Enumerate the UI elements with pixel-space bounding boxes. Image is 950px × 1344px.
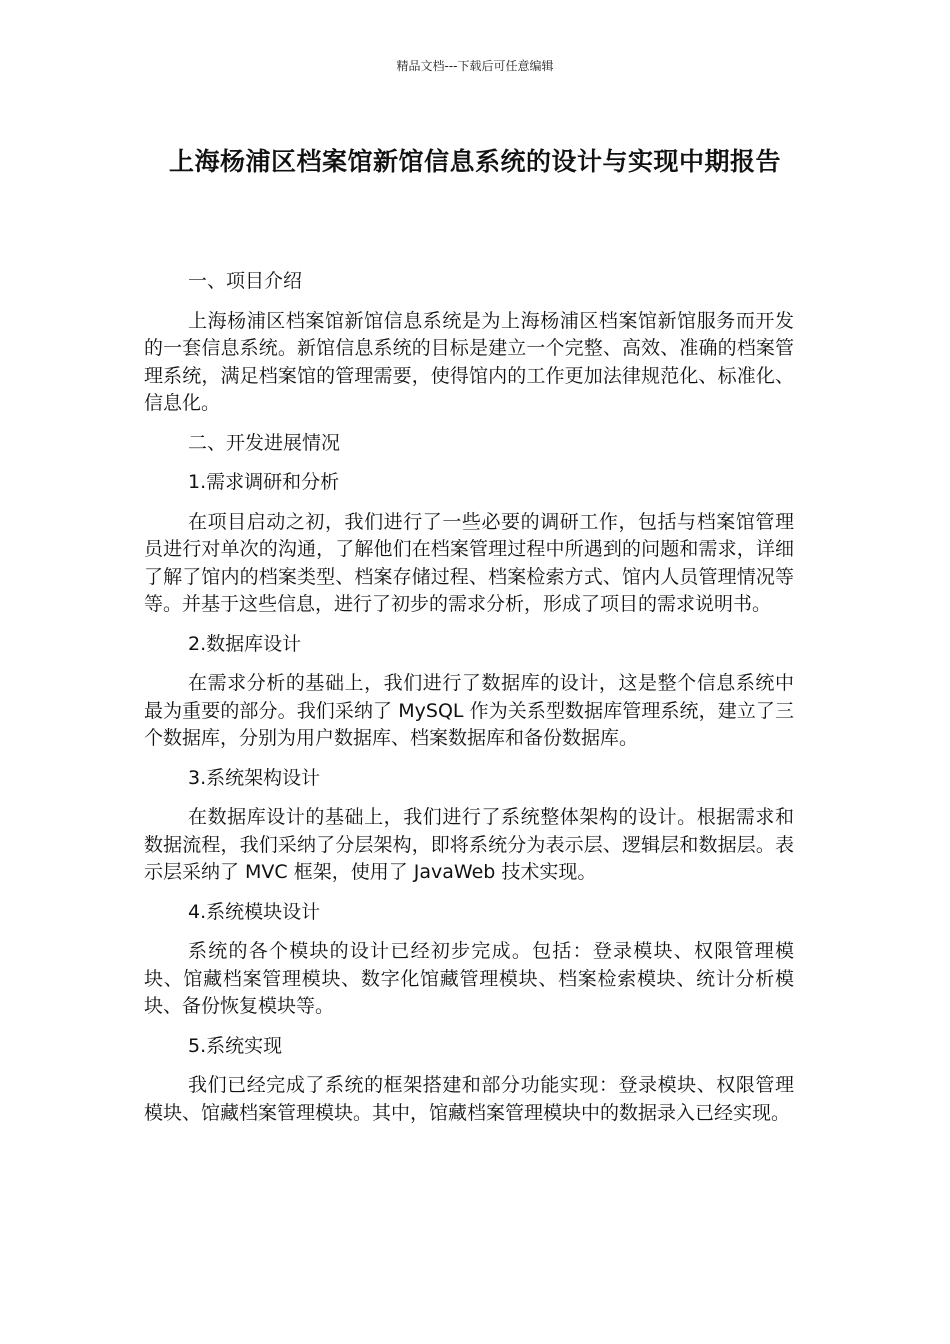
subsection-heading-requirements: 1.需求调研和分析 [188,471,340,493]
page-header: 精品文档---下载后可任意编辑 [396,59,554,73]
paragraph-implementation: 我们已经完成了系统的框架搭建和部分功能实现：登录模块、权限管理模块、馆藏档案管理模块。其中，馆藏档案管理模块中的数据录入已经实现。 [144,1074,794,1124]
section-heading-intro: 一、项目介绍 [188,270,303,292]
subsection-heading-implementation: 5.系统实现 [188,1034,283,1057]
document-body [144,268,794,1139]
subsection-heading-modules: 4.系统模块设计 [188,900,321,923]
paragraph-intro: 上海杨浦区档案馆新馆信息系统是为上海杨浦区档案馆新馆服务而开发的一套信息系统。新馆信息系统的目标是建立一个完整、高效、准确的档案管理系统，满足档案馆的管理需要，使得馆内的工作更加法律规范化、标准化、信息化。 [144,309,794,414]
paragraph-database: 在需求分析的基础上，我们进行了数据库的设计，这是整个信息系统中最为重要的部分。我们采纳了 MySQL 作为关系型数据库管理系统，建立了三个数据库，分别为用户数据库、档案数据库和备份数据库。 [144,672,794,749]
paragraph-requirements: 在项目启动之初，我们进行了一些必要的调研工作，包括与档案馆管理员进行对单次的沟通，了解他们在档案管理过程中所遇到的问题和需求，详细了解了馆内的档案类型、档案存储过程、档案检索方式、馆内人员管理情况等等。并基于这些信息，进行了初步的需求分析，形成了项目的需求说明书。 [144,510,794,615]
document-title: 上海杨浦区档案馆新馆信息系统的设计与实现中期报告 [168,147,781,176]
subsection-heading-architecture: 3.系统架构设计 [188,766,321,789]
paragraph-modules: 系统的各个模块的设计已经初步完成。包括：登录模块、权限管理模块、馆藏档案管理模块、数字化馆藏管理模块、档案检索模块、统计分析模块、备份恢复模块等。 [144,940,794,1017]
subsection-heading-database: 2.数据库设计 [188,632,302,655]
section-heading-progress: 二、开发进展情况 [188,431,341,454]
paragraph-architecture: 在数据库设计的基础上，我们进行了系统整体架构的设计。根据需求和数据流程，我们采纳了分层架构，即将系统分为表示层、逻辑层和数据层。表示层采纳了 MVC 框架，使用了 JavaWeb 技术实现。 [144,806,794,883]
